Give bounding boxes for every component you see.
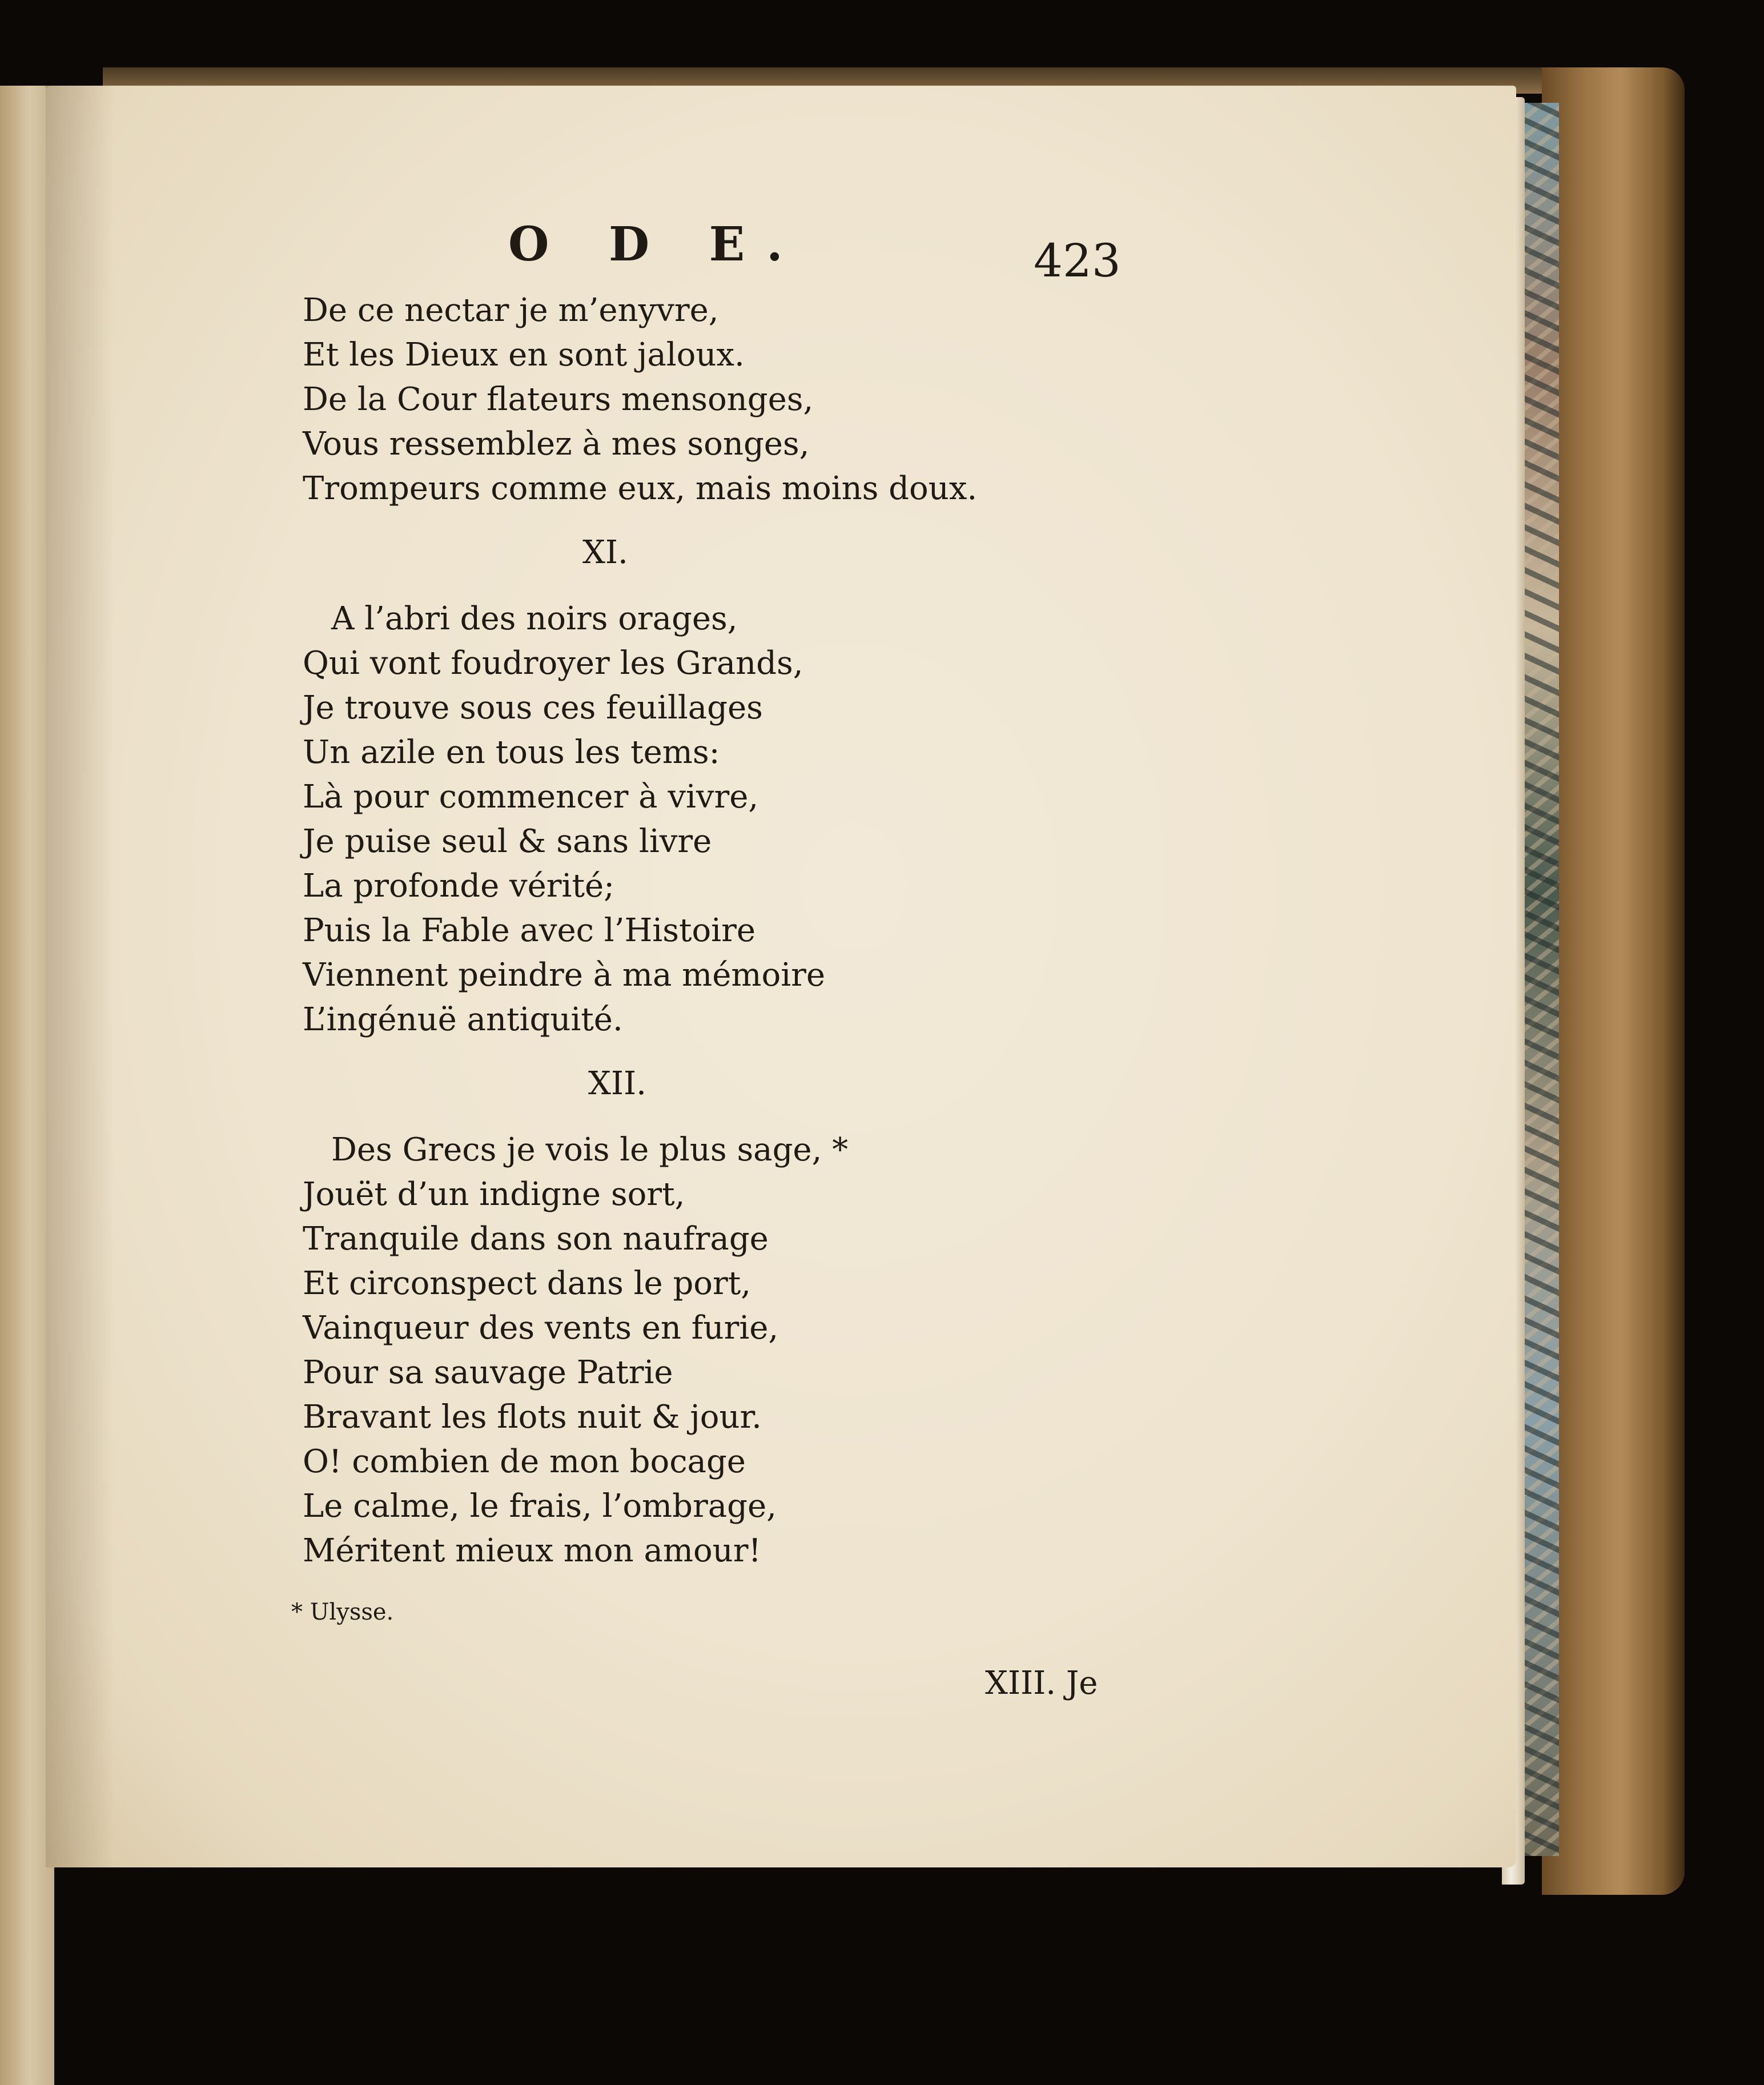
verse-line: Bravant les flots nuit & jour.	[303, 1399, 762, 1436]
stanza-continuation	[303, 288, 977, 511]
page-number: 423	[1034, 234, 1121, 287]
verse-line: Et circonspect dans le port,	[303, 1265, 752, 1302]
marbled-endpaper	[1519, 103, 1559, 1856]
verse-line: De la Cour flateurs mensonges,	[303, 381, 814, 418]
verse-line: Là pour commencer à vivre,	[303, 778, 759, 815]
verse-line: Le calme, le frais, l’ombrage,	[303, 1488, 777, 1525]
verse-line: Qui vont foudroyer les Grands,	[303, 645, 803, 682]
verse-line: L’ingénuë antiquité.	[303, 1001, 623, 1038]
verse-line: Viennent peindre à ma mémoire	[303, 957, 826, 994]
verse-line: Pour sa sauvage Patrie	[303, 1354, 673, 1391]
verse-line: Jouët d’un indigne sort,	[303, 1176, 685, 1213]
verse-line: Méritent mieux mon amour!	[303, 1532, 762, 1569]
verse-line: Vous ressemblez à mes songes,	[303, 425, 810, 463]
verse-line: Puis la Fable avec l’Histoire	[303, 912, 756, 949]
verse-line: Tranquile dans son naufrage	[303, 1220, 769, 1258]
stanza-number-xii: XII.	[588, 1065, 646, 1102]
verse-line: Je trouve sous ces feuillages	[303, 689, 763, 726]
verse-line: De ce nectar je m’enyvre,	[303, 292, 719, 329]
footnote: * Ulysse.	[291, 1599, 394, 1625]
verse-line: La profonde vérité;	[303, 867, 614, 905]
verse-line: Un azile en tous les tems:	[303, 734, 720, 771]
gutter-shadow	[46, 86, 114, 1867]
verse-line: Vainqueur des vents en furie,	[303, 1309, 779, 1347]
verse-line: Je puise seul & sans livre	[303, 823, 712, 860]
stanza-xi	[303, 597, 825, 1042]
verse-line: A l’abri des noirs orages,	[331, 600, 738, 637]
verse-line: Trompeurs comme eux, mais moins doux.	[303, 470, 978, 507]
catchword: XIII. Je	[985, 1665, 1098, 1702]
verse-line: Des Grecs je vois le plus sage, *	[331, 1131, 849, 1168]
page-title: O D E.	[508, 217, 805, 272]
stanza-xii	[303, 1128, 848, 1573]
verse-line: O! combien de mon bocage	[303, 1443, 746, 1480]
verse-line: Et les Dieux en sont jaloux.	[303, 336, 745, 373]
stanza-number-xi: XI.	[582, 534, 628, 571]
leather-cover	[1542, 67, 1685, 1895]
